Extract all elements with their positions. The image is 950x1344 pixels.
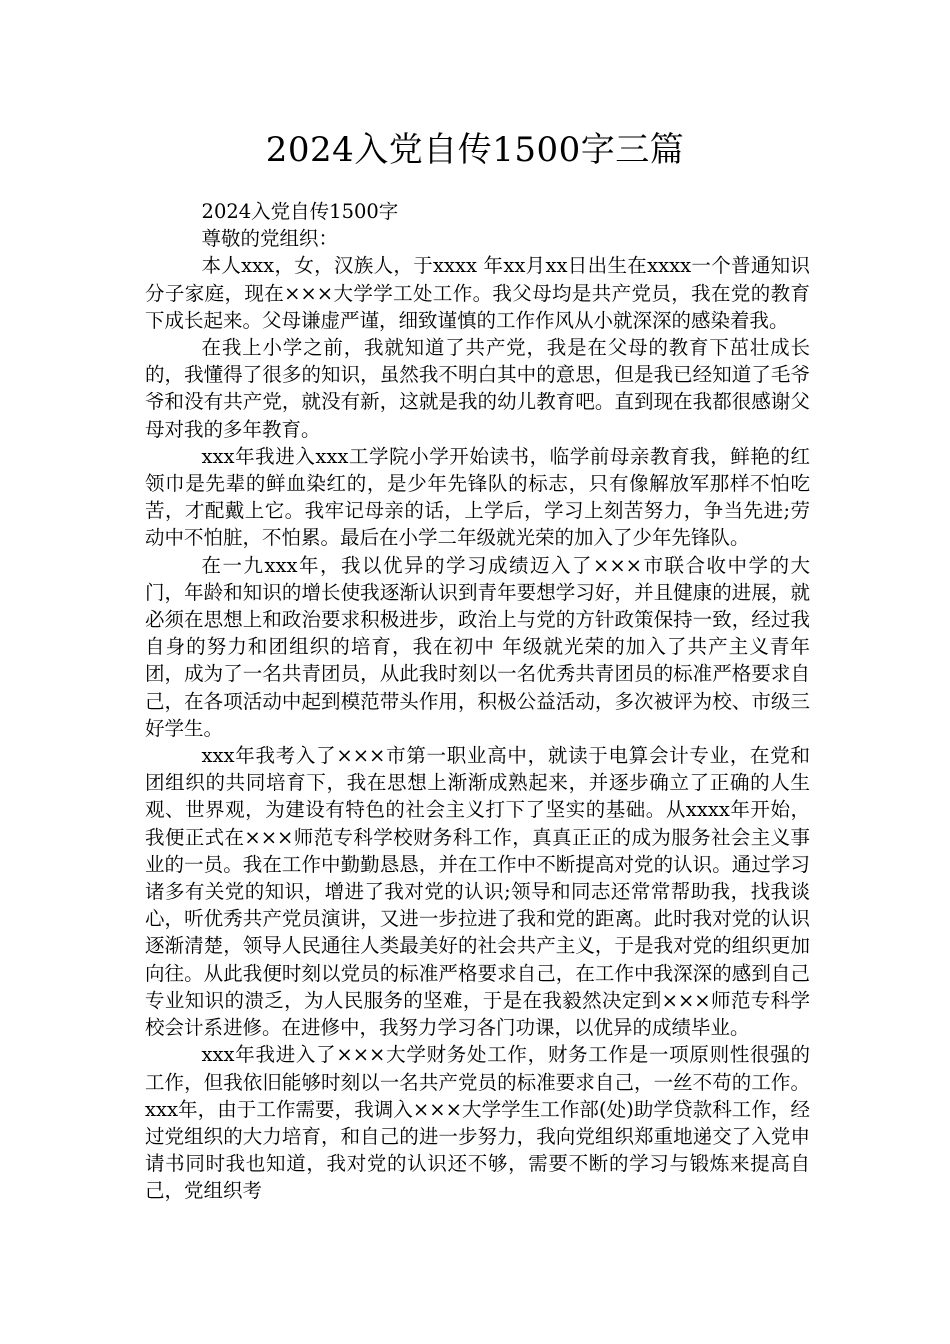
paragraph-1: 本人xxx，女，汉族人，于xxxx 年xx月xx日出生在xxxx一个普通知识分子家庭，现在×××大学学工处工作。我父母均是共产党员，我在党的教育下成长起来。父母谦虚严谨，细致谨慎的工作作风从小就深深的感染着我。 xyxy=(145,254,810,332)
document-body xyxy=(145,198,810,1205)
document-title: 2024入党自传1500字三篇 xyxy=(265,130,685,170)
paragraph-2: 在我上小学之前，我就知道了共产党，我是在父母的教育下茁壮成长的，我懂得了很多的知识，虽然我不明白其中的意思，但是我已经知道了毛爷爷和没有共产党，就没有新，这就是我的幼儿教育吧。直到现在我都很感谢父母对我的多年教育。 xyxy=(145,336,810,441)
paragraph-3: xxx年我进入xxx工学院小学开始读书，临学前母亲教育我，鲜艳的红领巾是先辈的鲜血染红的，是少年先锋队的标志，只有像解放军那样不怕吃苦，才配戴上它。我牢记母亲的话，上学后，学习上刻苦努力，争当先进;劳动中不怕脏，不怕累。最后在小学二年级就光荣的加入了少年先锋队。 xyxy=(145,444,810,550)
salutation-line: 尊敬的党组织： xyxy=(201,227,339,251)
paragraph-4: 在一九xxx年，我以优异的学习成绩迈入了×××市联合收中学的大门，年龄和知识的增长使我逐渐认识到青年要想学习好，并且健康的进展，就必须在思想上和政治要求积极进步，政治上与党的方针政策保持一致，经过我自身的努力和团组织的培育，我在初中 年级就光荣的加入了共产主义青年团，成为了一名共青团员，从此我时刻以一名优秀共青团员的标准严格要求自己，在各项活动中起到模范带头作用，积极公益活动，多次被评为校、市级三好学生。 xyxy=(145,553,810,740)
paragraph-5: xxx年我考入了×××市第一职业高中，就读于电算会计专业，在党和团组织的共同培育下，我在思想上渐渐成熟起来，并逐步确立了正确的人生观、世界观，为建设有特色的社会主义打下了坚实的基础。从xxxx年开始，我便正式在×××师范专科学校财务科工作，真真正正的成为服务社会主义事业的一员。我在工作中勤勤恳恳，并在工作中不断提高对党的认识。通过学习诸多有关党的知识，增进了我对党的认识;领导和同志还常常帮助我，找我谈心，听优秀共产党员演讲，又进一步拉进了我和党的距离。此时我对党的认识逐渐清楚，领导人民通往人类最美好的社会共产主义，于是我对党的组织更加向往。从此我便时刻以党员的标准严格要求自己，在工作中我深深的感到自己专业知识的溃乏，为人民服务的坚难，于是在我毅然决定到×××师范专科学校会计系进修。在进修中，我努力学习各门功课，以优异的成绩毕业。 xyxy=(145,744,810,1040)
paragraph-6: xxx年我进入了×××大学财务处工作，财务工作是一项原则性很强的工作，但我依旧能够时刻以一名共产党员的标准要求自己，一丝不苟的工作。xxx年，由于工作需要，我调入×××大学学生工作部(处)助学贷款科工作，经过党组织的大力培育，和自己的进一步努力，我向党组织郑重地递交了入党申请书同时我也知道，我对党的认识还不够，需要不断的学习与锻炼来提高自己，党组织考 xyxy=(145,1043,810,1203)
subtitle-line: 2024入党自传1500字 xyxy=(201,200,399,223)
